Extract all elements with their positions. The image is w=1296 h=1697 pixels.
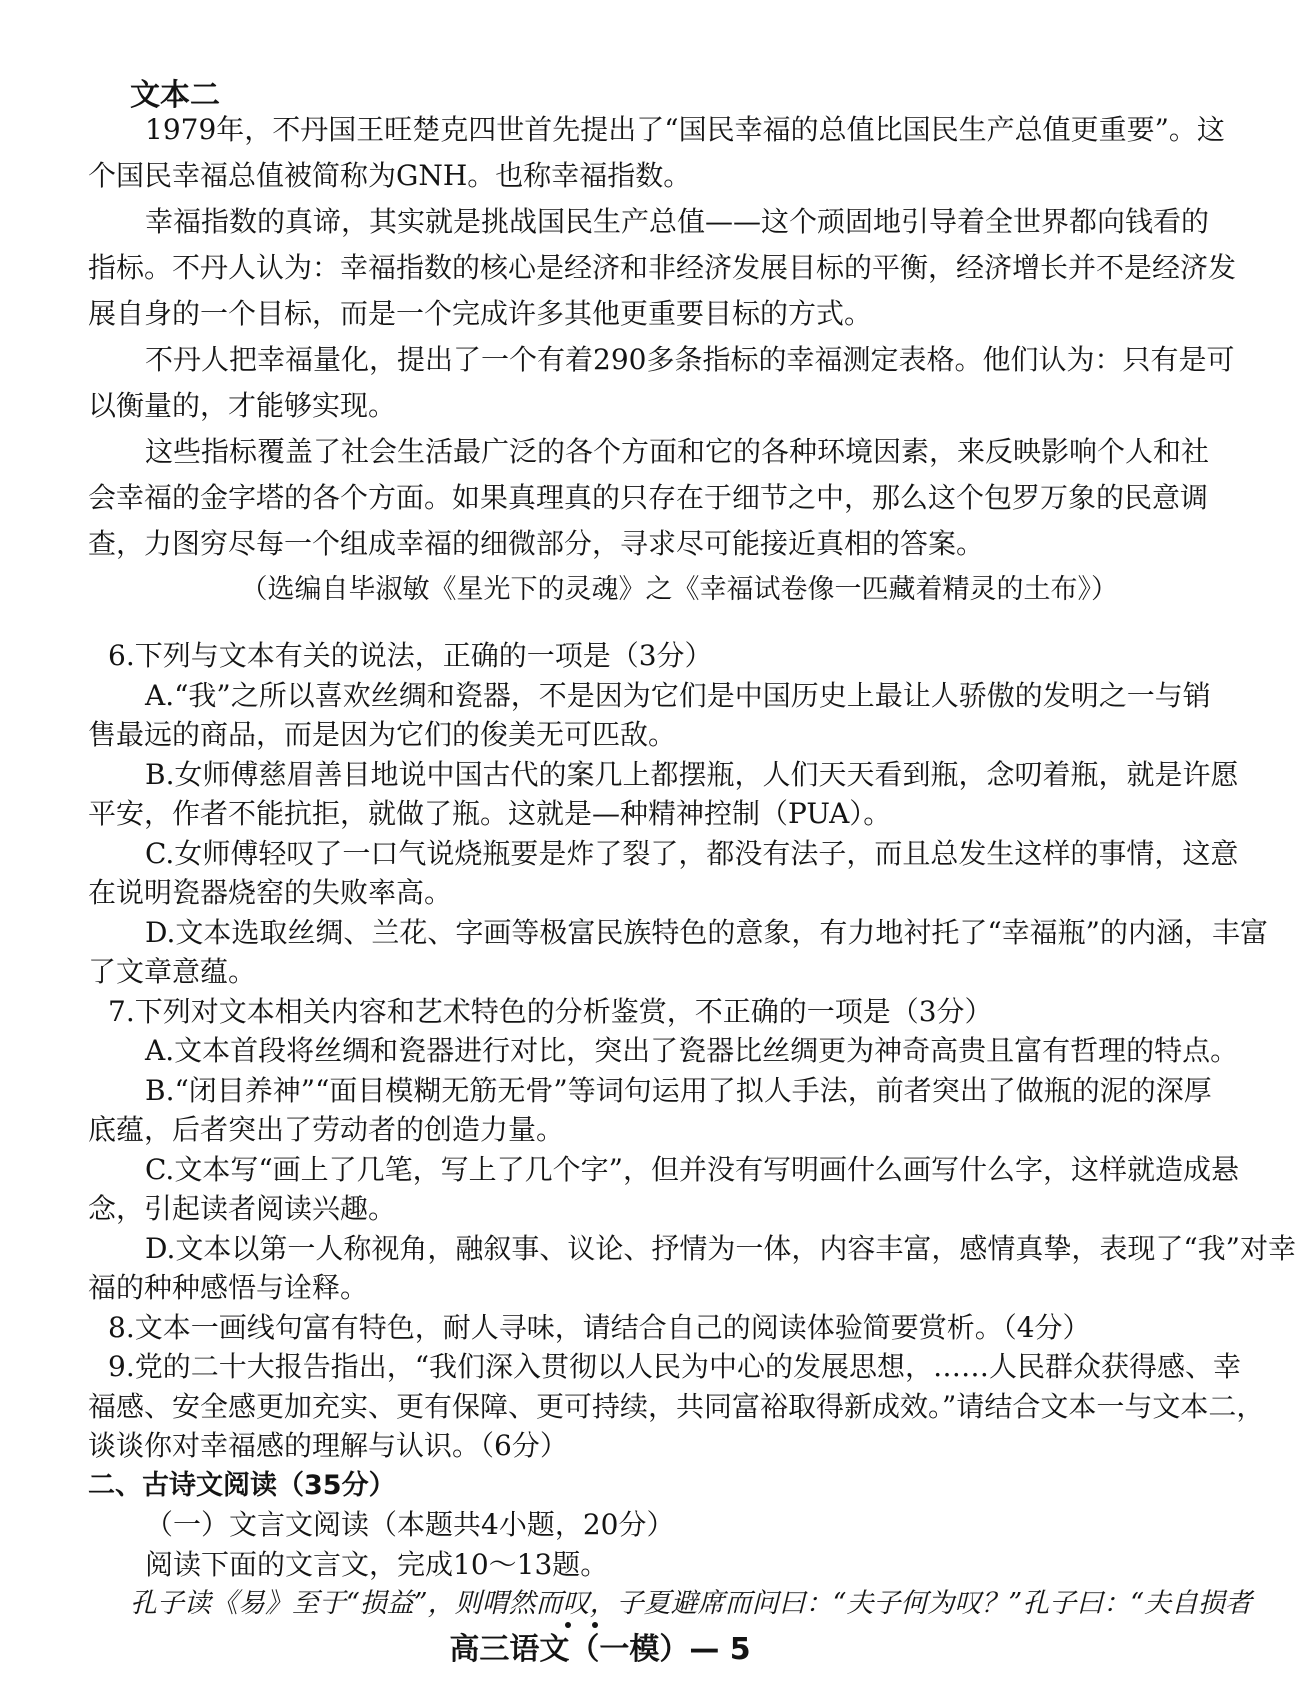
q6-option-b-line1: B.女师傅慈眉善目地说中国古代的案几上都摆瓶，人们天天看到瓶，念叨着瓶，就是许愿 — [145, 758, 1239, 791]
q7-option-d-line2: 福的种种感悟与诠释。 — [88, 1271, 369, 1304]
section2-instruction: 阅读下面的文言文，完成10～13题。 — [145, 1548, 609, 1581]
text2-p2-line1: 幸福指数的真谛，其实就是挑战国民生产总值——这个顽固地引导着全世界都向钱看的 — [145, 205, 1210, 238]
q7-option-a-line1: A.文本首段将丝绸和瓷器进行对比，突出了瓷器比丝绸更为神奇高贵且富有哲理的特点。 — [145, 1034, 1239, 1067]
q9-line3: 谈谈你对幸福感的理解与认识。（6分） — [88, 1429, 568, 1462]
q6-option-c-line1: C.女师傅轻叹了一口气说烧瓶要是炸了裂了，都没有法子，而且总发生这样的事情，这意 — [145, 837, 1239, 870]
text2-p2-line3: 展自身的一个目标，而是一个完成许多其他更重要目标的方式。 — [88, 297, 873, 330]
text2-p4-line2: 会幸福的金字塔的各个方面。如果真理真的只存在于细节之中，那么这个包罗万象的民意调 — [88, 481, 1209, 514]
q7-option-b-line1: B.“闭目养神”“面目模糊无筋无骨”等词句运用了拟人手法，前者突出了做瓶的泥的深厚 — [145, 1074, 1212, 1107]
q6-option-c-line2: 在说明瓷器烧窑的失败率高。 — [88, 876, 453, 909]
text2-source: （选编自毕淑敏《星光下的灵魂》之《幸福试卷像一匹藏着精灵的土布》） — [240, 574, 1118, 605]
text2-p2-line2: 指标。不丹人认为：幸福指数的核心是经济和非经济发展目标的平衡，经济增长并不是经济发 — [88, 251, 1237, 284]
q8-stem: 8.文本一画线句富有特色，耐人寻味，请结合自己的阅读体验简要赏析。（4分） — [108, 1311, 1091, 1344]
section2-heading: 二、古诗文阅读（35分） — [88, 1470, 396, 1501]
q7-option-d-line1: D.文本以第一人称视角，融叙事、议论、抒情为一体，内容丰富，感情真挚，表现了“我”对幸 — [145, 1232, 1296, 1265]
classical-text-line1: 孔子读《易》至于“损益”，则喟然而叹，子夏避席而问曰：“夫子何为叹？”孔子曰：“夫自损者 — [130, 1588, 1253, 1619]
text2-p1-line1: 1979年，不丹国王旺楚克四世首先提出了“国民幸福的总值比国民生产总值更重要”。这 — [145, 113, 1225, 146]
q7-stem: 7.下列对文本相关内容和艺术特色的分析鉴赏，不正确的一项是（3分） — [108, 995, 993, 1028]
q9-line1: 9.党的二十大报告指出，“我们深入贯彻以人民为中心的发展思想，……人民群众获得感、幸 — [108, 1350, 1242, 1383]
q9-line2: 福感、安全感更加充实、更有保障、更可持续，共同富裕取得新成效。”请结合文本一与文本二， — [88, 1390, 1265, 1423]
q7-option-c-line2: 念，引起读者阅读兴趣。 — [88, 1192, 397, 1225]
section2-subheading: （一）文言文阅读（本题共4小题，20分） — [145, 1508, 675, 1541]
text2-p4-line3: 查，力图穷尽每一个组成幸福的细微部分，寻求尽可能接近真相的答案。 — [88, 527, 985, 560]
text2-p4-line1: 这些指标覆盖了社会生活最广泛的各个方面和它的各种环境因素，来反映影响个人和社 — [145, 435, 1210, 468]
emphasis-dot — [565, 1622, 571, 1628]
text2-heading: 文本二 — [130, 78, 220, 113]
q6-option-b-line2: 平安，作者不能抗拒，就做了瓶。这就是—种精神控制（PUA）。 — [88, 797, 892, 830]
q7-option-b-line2: 底蕴，后者突出了劳动者的创造力量。 — [88, 1113, 565, 1146]
q6-option-a-line1: A.“我”之所以喜欢丝绸和瓷器，不是因为它们是中国历史上最让人骄傲的发明之一与销 — [145, 679, 1211, 712]
q6-option-a-line2: 售最远的商品，而是因为它们的俊美无可匹敌。 — [88, 718, 677, 751]
q6-option-d-line1: D.文本选取丝绸、兰花、字画等极富民族特色的意象，有力地衬托了“幸福瓶”的内涵，丰富 — [145, 916, 1268, 949]
text2-p3-line2: 以衡量的，才能够实现。 — [88, 389, 397, 422]
text2-p1-line2: 个国民幸福总值被简称为GNH。也称幸福指数。 — [88, 159, 692, 192]
q7-option-c-line1: C.文本写“画上了几笔，写上了几个字”，但并没有写明画什么画写什么字，这样就造成悬 — [145, 1153, 1239, 1186]
q6-stem: 6.下列与文本有关的说法，正确的一项是（3分） — [108, 639, 713, 672]
emphasis-dot — [592, 1622, 598, 1628]
page-footer: 高三语文（一模）— 5 — [449, 1632, 751, 1667]
q6-option-d-line2: 了文章意蕴。 — [88, 955, 257, 988]
text2-p3-line1: 不丹人把幸福量化，提出了一个有着290多条指标的幸福测定表格。他们认为：只有是可 — [145, 343, 1235, 376]
